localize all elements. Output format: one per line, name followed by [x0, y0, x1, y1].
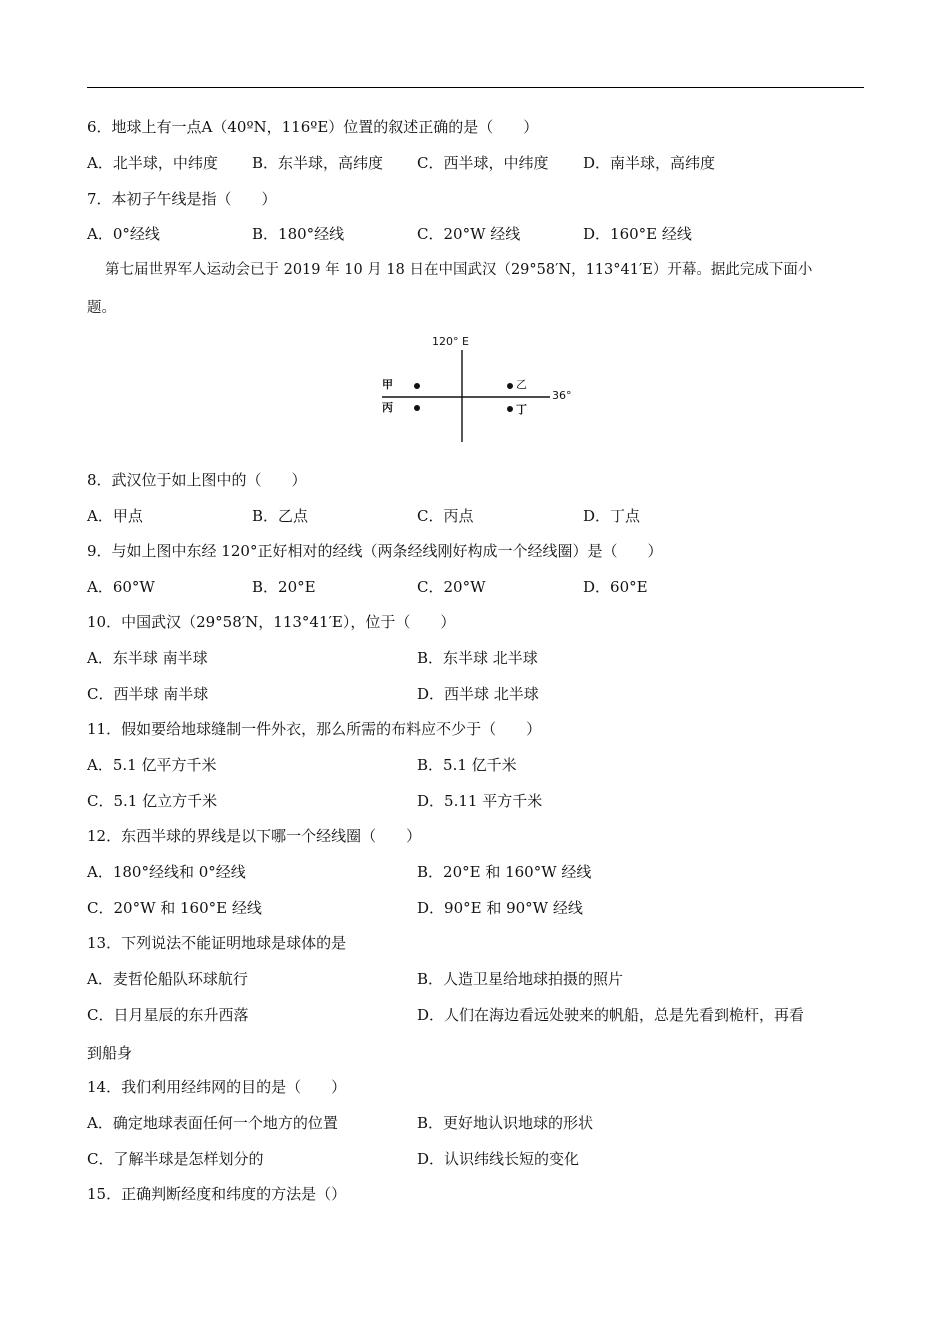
passage-line-1: 第七届世界军人运动会已于 2019 年 10 月 18 日在中国武汉（29°58′N，113°41′E）开幕。据此完成下面小	[105, 262, 813, 278]
q8-option-b: B．乙点	[252, 507, 309, 525]
q6-option-b: B．东半球，高纬度	[252, 154, 384, 172]
q13-option-d-continued: 到船身	[87, 1044, 133, 1062]
header-rule	[87, 87, 864, 88]
q7-stem: 7．本初子午线是指（ ）	[87, 190, 277, 208]
q14-stem: 14．我们利用经纬网的目的是（ ）	[87, 1078, 347, 1096]
q8-option-a: A．甲点	[87, 507, 143, 525]
q10-stem: 10．中国武汉（29°58′N，113°41′E），位于（ ）	[87, 613, 456, 631]
q11-stem: 11．假如要给地球缝制一件外衣，那么所需的布料应不少于（ ）	[87, 720, 542, 738]
q9-option-c: C．20°W	[417, 578, 486, 596]
q12-option-b: B．20°E 和 160°W 经线	[417, 863, 592, 881]
q6-option-c: C．西半球，中纬度	[417, 154, 549, 172]
q10-option-a: A．东半球 南半球	[87, 649, 208, 667]
point-bing-dot	[414, 405, 420, 411]
q12-option-d: D．90°E 和 90°W 经线	[417, 899, 583, 917]
q8-option-c: C．丙点	[417, 507, 474, 525]
q7-option-c: C．20°W 经线	[417, 225, 521, 243]
q8-stem: 8．武汉位于如上图中的（ ）	[87, 471, 307, 489]
parallel-label: 36°	[552, 389, 572, 402]
point-ding-dot	[507, 406, 513, 412]
q11-option-d: D．5.11 平方千米	[417, 792, 543, 810]
q12-option-a: A．180°经线和 0°经线	[87, 863, 246, 881]
point-yi-label: 乙	[516, 378, 527, 391]
graticule-figure	[378, 330, 578, 445]
q12-stem: 12．东西半球的界线是以下哪一个经线圈（ ）	[87, 827, 422, 845]
q11-option-c: C．5.1 亿立方千米	[87, 792, 218, 810]
q6-stem: 6．地球上有一点A（40ºN，116ºE）位置的叙述正确的是（ ）	[87, 118, 539, 136]
q7-option-d: D．160°E 经线	[583, 225, 692, 243]
q10-option-b: B．东半球 北半球	[417, 649, 538, 667]
q11-option-b: B．5.1 亿千米	[417, 756, 517, 774]
q6-option-d: D．南半球，高纬度	[583, 154, 716, 172]
q13-option-b: B．人造卫星给地球拍摄的照片	[417, 970, 624, 988]
q14-option-b: B．更好地认识地球的形状	[417, 1114, 594, 1132]
q9-option-b: B．20°E	[252, 578, 316, 596]
q15-stem: 15．正确判断经度和纬度的方法是（）	[87, 1185, 347, 1203]
q7-option-a: A．0°经线	[87, 225, 160, 243]
q13-option-d: D．人们在海边看远处驶来的帆船，总是先看到桅杆，再看	[417, 1006, 805, 1024]
q13-option-a: A．麦哲伦船队环球航行	[87, 970, 248, 988]
point-yi-dot	[507, 383, 513, 389]
q10-option-d: D．西半球 北半球	[417, 685, 539, 703]
q11-option-a: A．5.1 亿平方千米	[87, 756, 217, 774]
q13-option-c: C．日月星辰的东升西落	[87, 1006, 249, 1024]
q12-option-c: C．20°W 和 160°E 经线	[87, 899, 262, 917]
q9-stem: 9．与如上图中东经 120°正好相对的经线（两条经线刚好构成一个经线圈）是（ ）	[87, 542, 663, 560]
q13-stem: 13．下列说法不能证明地球是球体的是	[87, 934, 347, 952]
point-jia-label: 甲	[382, 378, 393, 391]
q7-option-b: B．180°经线	[252, 225, 345, 243]
point-jia-dot	[414, 383, 420, 389]
q14-option-a: A．确定地球表面任何一个地方的位置	[87, 1114, 338, 1132]
q9-option-a: A．60°W	[87, 578, 155, 596]
point-ding-label: 丁	[516, 403, 527, 416]
q6-option-a: A．北半球，中纬度	[87, 154, 218, 172]
point-bing-label: 丙	[382, 401, 393, 414]
q14-option-d: D．认识纬线长短的变化	[417, 1150, 580, 1168]
q10-option-c: C．西半球 南半球	[87, 685, 209, 703]
q8-option-d: D．丁点	[583, 507, 641, 525]
q9-option-d: D．60°E	[583, 578, 648, 596]
q14-option-c: C．了解半球是怎样划分的	[87, 1150, 264, 1168]
passage-line-2: 题。	[87, 300, 116, 316]
meridian-label: 120° E	[432, 335, 469, 348]
